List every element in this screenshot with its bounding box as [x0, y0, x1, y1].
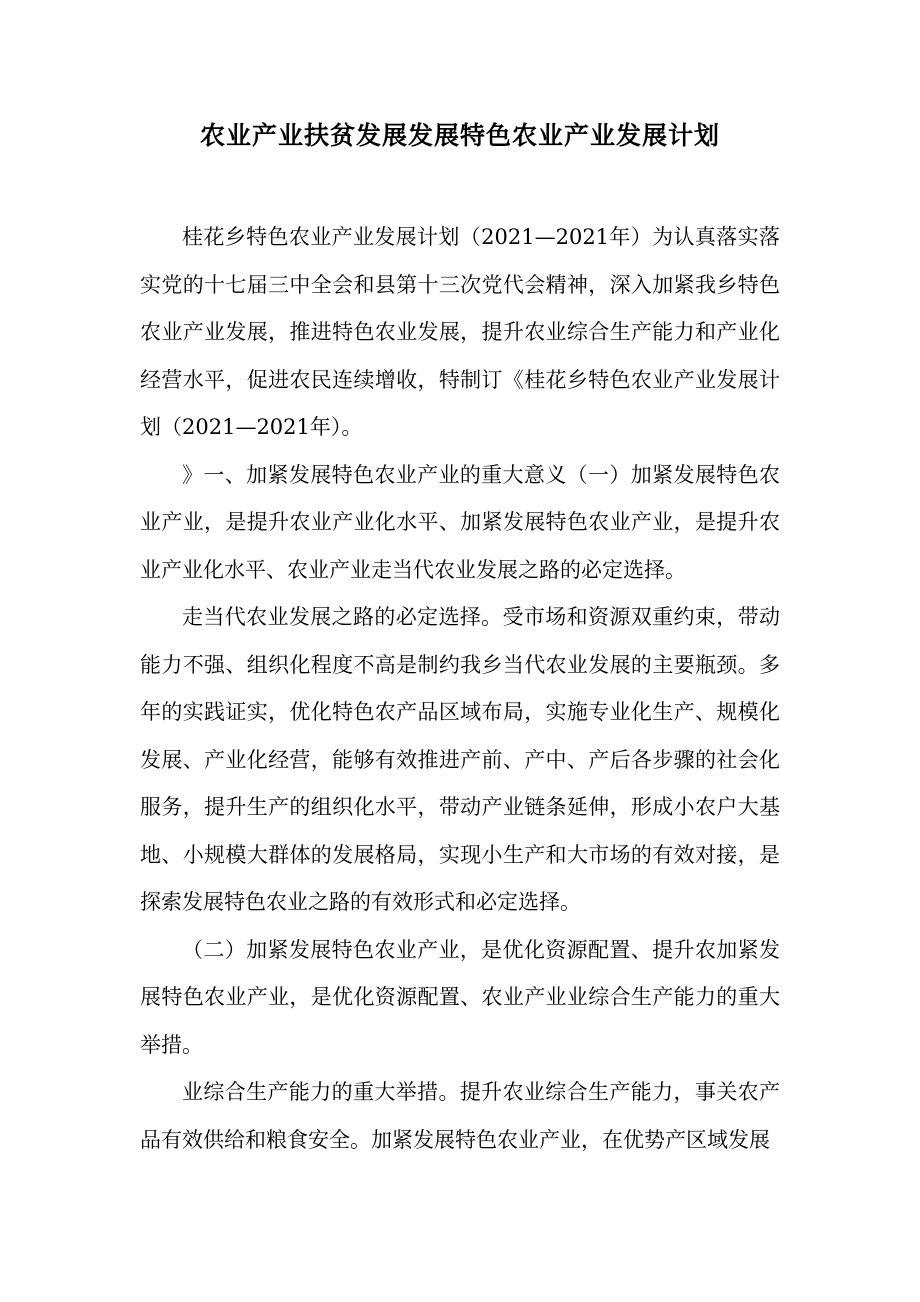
document-title: 农业产业扶贫发展发展特色农业产业发展计划 — [199, 121, 720, 150]
paragraph: 业综合生产能力的重大举措。提升农业综合生产能力，事关农产品有效供给和粮食安全。加紧发展特色农业产业，在优势产区域发展 — [140, 1080, 780, 1152]
paragraph: 桂花乡特色农业产业发展计划（2021—2021年）为认真落实落实党的十七届三中全会和县第十三次党代会精神，深入加紧我乡特色农业产业发展，推进特色农业发展，提升农业综合生产能力和产业化经营水平，促进农民连续增收，特制订《桂花乡特色农业产业发展计划（2021—2021年）。 — [140, 225, 780, 439]
document-body — [140, 214, 780, 1164]
paragraph: （二）加紧发展特色农业产业，是优化资源配置、提升农加紧发展特色农业产业，是优化资源配置、农业产业业综合生产能力的重大举措。 — [140, 937, 780, 1057]
paragraph: 走当代农业发展之路的必定选择。受市场和资源双重约束，带动能力不强、组织化程度不高是制约我乡当代农业发展的主要瓶颈。多年的实践证实，优化特色农产品区域布局，实施专业化生产、规模化发展、产业化经营，能够有效推进产前、产中、产后各步骤的社会化服务，提升生产的组织化水平，带动产业链条延伸，形成小农户大基地、小规模大群体的发展格局，实现小生产和大市场的有效对接，是探索发展特色农业之路的有效形式和必定选择。 — [140, 605, 780, 914]
paragraph: 》一、加紧发展特色农业产业的重大意义（一）加紧发展特色农业产业，是提升农业产业化水平、加紧发展特色农业产业，是提升农业产业化水平、农业产业走当代农业发展之路的必定选择。 — [140, 462, 780, 582]
